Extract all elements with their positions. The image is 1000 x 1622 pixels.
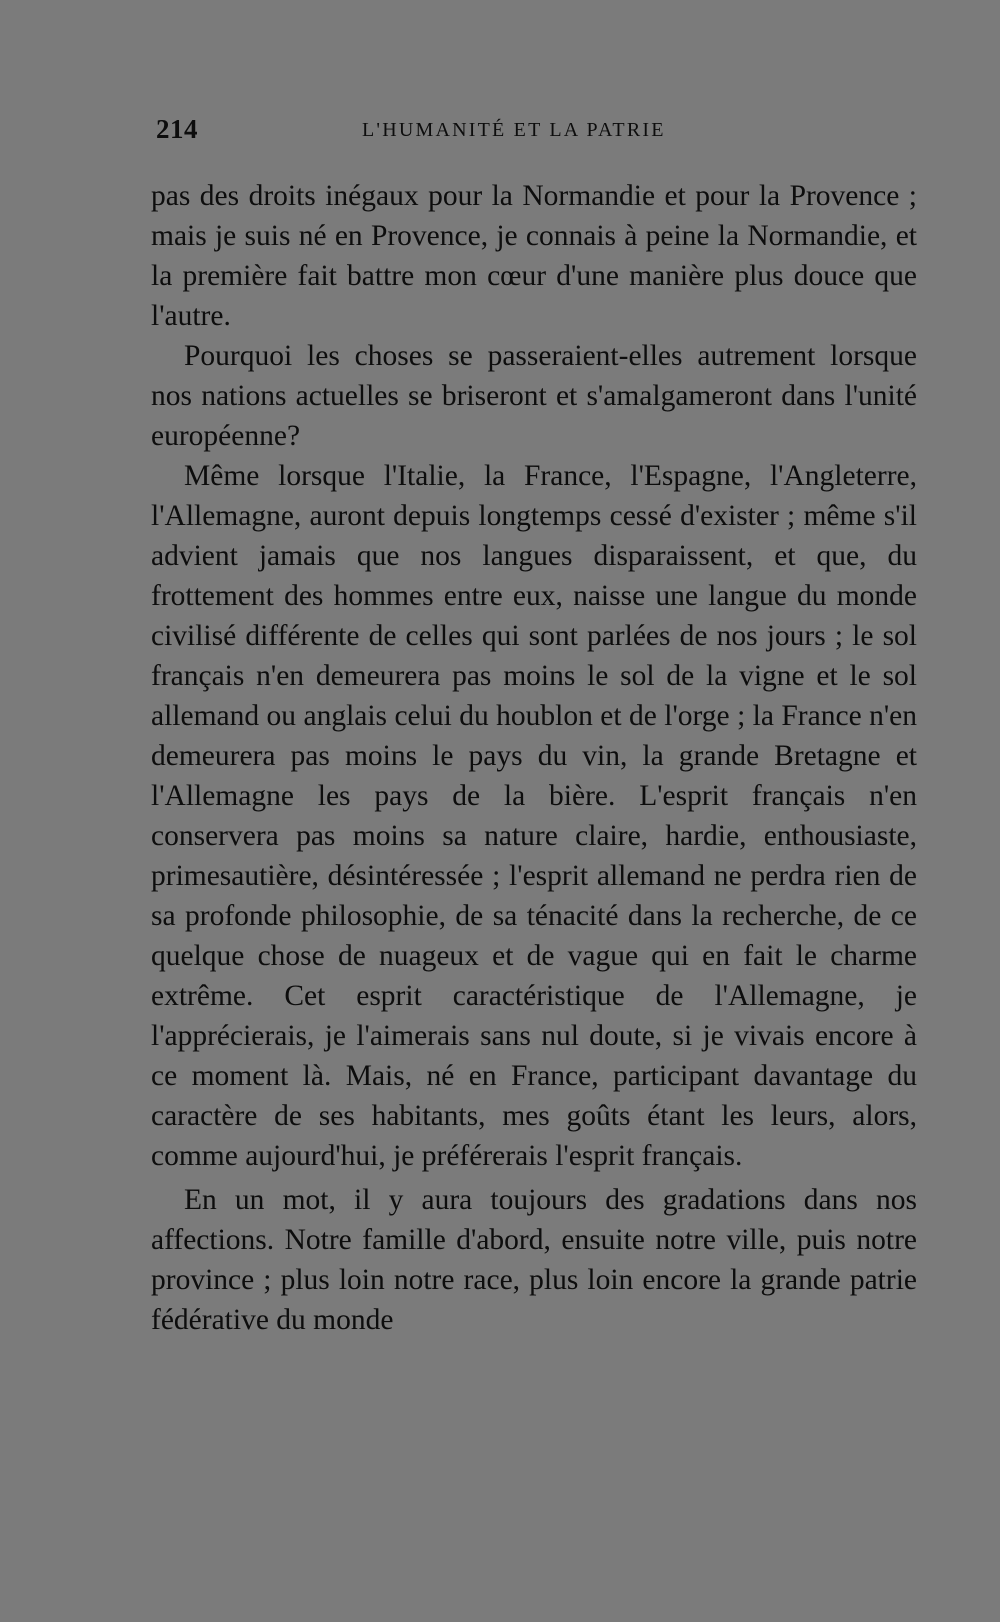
paragraph-continued: pas des droits inégaux pour la Normandie et pour la Provence ; mais je suis né en Provence, je connais à peine la Normandie, et la première fait battre mon cœur d'une manière plus douce que l'autre. [151,180,917,332]
paragraph-affections: En un mot, il y aura toujours des gradations dans nos affections. Notre famille d'abord, ensuite notre ville, puis notre province ; plus loin notre race, plus loin encore la grande patrie fédérative du monde [151,1184,917,1336]
paragraph-question: Pourquoi les choses se passeraient-elles autrement lorsque nos nations actuelles se briseront et s'amalgameront dans l'unité européenne? [151,340,917,452]
page-number: 214 [156,114,198,144]
paragraph-nations: Même lorsque l'Italie, la France, l'Espagne, l'Angleterre, l'Allemagne, auront depuis longtemps cessé d'exister ; même s'il advient jamais que nos langues disparaissent, et que, du frottement des hommes entre eux, naisse une langue du monde civilisé différente de celles qui sont parlées de nos jours ; le sol français n'en demeurera pas moins le sol de la vigne et le sol allemand ou anglais celui du houblon et de l'orge ; la France n'en demeurera pas moins le pays du vin, la grande Bretagne et l'Allemagne les pays de la bière. L'esprit français n'en conservera pas moins sa nature claire, hardie, enthousiaste, primesautière, désintéressée ; l'esprit allemand ne perdra rien de sa profonde philosophie, de sa ténacité dans la recherche, de ce quelque chose de nuageux et de vague qui en fait le charme extrême. Cet esprit caractéristique de l'Allemagne, je l'apprécierais, je l'aimerais sans nul doute, si je vivais encore à ce moment là. Mais, né en France, participant davantage du caractère de ses habitants, mes goûts étant les leurs, alors, comme aujourd'hui, je préférerais l'esprit français. [151,460,917,1172]
body-text [151,176,917,1340]
page-header [156,114,916,150]
running-title: L'HUMANITÉ ET LA PATRIE [362,119,666,141]
